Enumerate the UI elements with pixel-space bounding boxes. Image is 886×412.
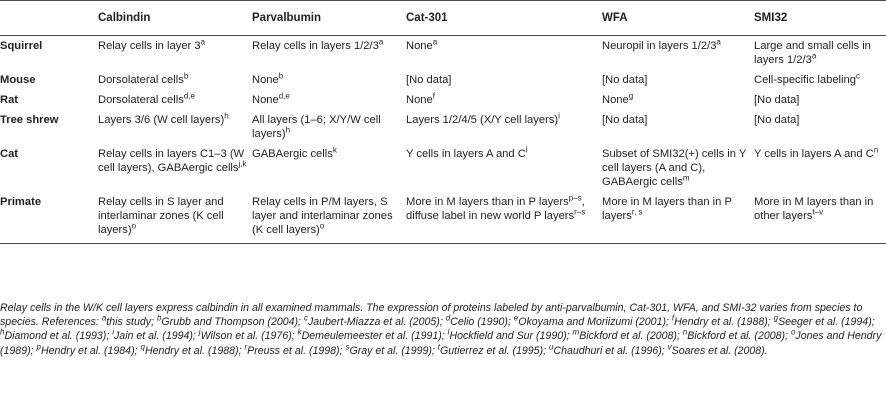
caption-superscript: b <box>156 313 162 323</box>
cell-text: Dorsolateral cells <box>98 94 184 106</box>
cell-superscript: a <box>378 37 384 47</box>
caption-text: Hendry et al. (1988); <box>674 316 774 329</box>
header-species <box>0 1 98 36</box>
cell-text: None <box>406 94 433 106</box>
header-cat301: Cat-301 <box>406 1 602 36</box>
caption-text: Okoyama and Moriizumi (2001); <box>518 316 672 329</box>
caption-text: Jaubert-Miazza et al. (2005); <box>307 316 446 329</box>
table-row <box>0 70 886 90</box>
table-row <box>0 144 886 192</box>
cell-text: [No data] <box>602 114 648 126</box>
cell-superscript: o <box>319 221 325 231</box>
cell-text: All layers (1–6; X/Y/W cell layers) <box>252 114 381 140</box>
table-caption <box>0 301 886 358</box>
cell-superscript: h <box>224 111 229 121</box>
cell-superscript: l <box>525 145 528 155</box>
species-label: Squirrel <box>0 40 43 52</box>
species-label: Primate <box>0 192 98 244</box>
cell-superscript: a <box>811 51 817 61</box>
caption-superscript: s <box>345 342 350 352</box>
cell-superscript: m <box>682 173 690 183</box>
cell-parvalbumin <box>252 192 406 244</box>
cell-parvalbumin <box>252 144 406 192</box>
cell-wfa <box>602 36 754 71</box>
cell-superscript: i <box>558 111 560 121</box>
cell-text: [No data] <box>602 74 648 86</box>
cell-wfa <box>602 70 754 90</box>
cell-text: None <box>252 74 279 86</box>
cell-parvalbumin <box>252 36 406 71</box>
cell-calbindin <box>98 144 252 192</box>
caption-superscript: i <box>112 327 114 337</box>
cell-wfa <box>602 90 754 110</box>
cell-superscript: r, s <box>631 207 643 217</box>
cell-superscript: a <box>716 37 721 47</box>
caption-text: Jain et al. (1994); <box>114 330 199 343</box>
cell-text: [No data] <box>754 94 800 106</box>
caption-superscript: a <box>101 313 107 323</box>
cell-cat301 <box>406 110 602 144</box>
cell-superscript: t–v <box>812 207 824 217</box>
cell-text: Subset of SMI32(+) cells in Y cell layers (A and C), GABAergic cells <box>602 148 747 188</box>
cell-text: [No data] <box>754 114 800 126</box>
caption-text: Gray et al. (1999); <box>349 344 438 357</box>
cell-text: Relay cells in S layer and interlaminar zones (K cell layers) <box>98 196 224 236</box>
cell-text: Y cells in layers A and C <box>754 148 874 160</box>
caption-text: Soares et al. (2008). <box>671 344 768 357</box>
cell-smi32 <box>754 192 886 244</box>
caption-text: Preuss et al. (1998); <box>247 344 346 357</box>
caption-text: Demeulemeester et al. (1991); <box>301 330 448 343</box>
caption-text: Seeger et al. (1994); <box>778 316 875 329</box>
caption-text: Hendry et al. (1988); <box>144 344 245 357</box>
caption-superscript: r <box>244 342 248 352</box>
cell-superscript: d,e <box>183 91 195 101</box>
cell-calbindin <box>98 70 252 90</box>
caption-text: Bickford et al. (2008); <box>687 330 791 343</box>
cell-text: Relay cells in P/M layers, S layer and interlaminar zones (K cell layers) <box>252 196 393 236</box>
caption-superscript: k <box>297 327 302 337</box>
caption-superscript: c <box>303 313 308 323</box>
cell-smi32 <box>754 90 886 110</box>
cell-text: None <box>252 94 279 106</box>
table-row <box>0 36 886 71</box>
caption-superscript: p <box>36 342 41 352</box>
cell-text: GABAergic cells <box>252 148 333 160</box>
caption-superscript: n <box>682 327 688 337</box>
table-row <box>0 90 886 110</box>
cell-smi32 <box>754 110 886 144</box>
caption-text: Gutierrez et al. (1995); <box>440 344 549 357</box>
cell-parvalbumin <box>252 70 406 90</box>
species-label: Rat <box>0 94 19 106</box>
cell-smi32 <box>754 144 886 192</box>
cell-calbindin <box>98 110 252 144</box>
species-label: Mouse <box>0 74 36 86</box>
table-row <box>0 192 886 244</box>
header-wfa: WFA <box>602 1 754 36</box>
cell-superscript: o <box>131 221 137 231</box>
caption-text: Wilson et al. (1976); <box>200 330 298 343</box>
caption-text: Hendry et al. (1984); <box>40 344 141 357</box>
caption-superscript: d <box>445 313 451 323</box>
caption-superscript: u <box>548 342 554 352</box>
cell-superscript: g <box>628 91 634 101</box>
cell-text: Dorsolateral cells <box>98 74 184 86</box>
caption-text: Grubb and Thompson (2004); <box>161 316 304 329</box>
caption-text: Chaudhuri et al. (1996); <box>553 344 668 357</box>
cell-text: Large and small cells in layers 1/2/3 <box>754 40 871 66</box>
cell-text: Cell-specific labeling <box>754 74 856 86</box>
cell-superscript: r–s <box>574 207 586 217</box>
cell-cat301 <box>406 192 602 244</box>
cell-superscript: c <box>855 71 860 81</box>
cell-text: Relay cells in layers C1–3 (W cell layers), GABAergic cells <box>98 148 245 174</box>
cell-superscript: j,k <box>238 159 247 169</box>
cell-calbindin <box>98 90 252 110</box>
caption-superscript: t <box>437 342 441 352</box>
cell-superscript: n <box>873 145 879 155</box>
cell-superscript: k <box>332 145 337 155</box>
cell-superscript: b <box>278 71 284 81</box>
cell-text: None <box>406 40 433 52</box>
cell-calbindin <box>98 36 252 71</box>
caption-superscript: v <box>667 342 672 352</box>
header-parvalbumin: Parvalbumin <box>252 1 406 36</box>
header-row <box>0 1 886 36</box>
caption-text: this study; <box>106 316 157 329</box>
caption-superscript: l <box>447 327 450 337</box>
caption-superscript: e <box>513 313 519 323</box>
caption-text: Bickford et al. (2008); <box>579 330 683 343</box>
cell-text: None <box>602 94 629 106</box>
cell-cat301 <box>406 90 602 110</box>
cell-superscript: h <box>285 125 291 135</box>
cell-wfa <box>602 192 754 244</box>
caption-text: Diamond et al. (1993); <box>4 330 113 343</box>
cell-text: More in M layers than in P layers <box>602 196 732 222</box>
cell-smi32 <box>754 70 886 90</box>
caption-superscript: h <box>0 327 5 337</box>
cell-smi32 <box>754 36 886 71</box>
species-label: Tree shrew <box>0 114 59 126</box>
cell-wfa <box>602 144 754 192</box>
cell-text: Layers 3/6 (W cell layers) <box>98 114 225 126</box>
table-row <box>0 110 886 144</box>
caption-superscript: m <box>572 327 580 337</box>
cell-text: Layers 1/2/4/5 (X/Y cell layers) <box>406 114 559 126</box>
cell-wfa <box>602 110 754 144</box>
cell-superscript: p–s <box>568 193 582 203</box>
cell-text: Neuropil in layers 1/2/3 <box>602 40 717 52</box>
caption-text: Jones and Hendry (1989); <box>0 330 882 357</box>
cell-parvalbumin <box>252 90 406 110</box>
cell-superscript: b <box>183 71 189 81</box>
header-smi32: SMI32 <box>754 1 886 36</box>
caption-superscript: j <box>198 327 201 337</box>
cell-cat301 <box>406 36 602 71</box>
caption-text: Relay cells in the W/K cell layers express calbindin in all examined mammals. The expression of proteins labeled by anti-parvalbumin, Cat-301, WFA, and SMI-32 varies from species to species. References: <box>0 302 863 329</box>
cell-text: Relay cells in layers 1/2/3 <box>252 40 379 52</box>
caption-text: Hockfield and Sur (1990); <box>449 330 573 343</box>
cell-text: More in M layers than in other layers <box>754 196 874 222</box>
cell-parvalbumin <box>252 110 406 144</box>
caption-superscript: g <box>773 313 779 323</box>
caption-superscript: f <box>671 313 675 323</box>
cell-superscript: d,e <box>278 91 290 101</box>
caption-superscript: o <box>790 327 796 337</box>
cell-text: Y cells in layers A and C <box>406 148 526 160</box>
cell-text: More in M layers than in P layers <box>406 196 569 208</box>
cell-superscript: f <box>432 91 435 101</box>
cell-superscript: a <box>200 37 206 47</box>
species-label: Cat <box>0 148 19 160</box>
cell-cat301 <box>406 70 602 90</box>
cell-text: Relay cells in layer 3 <box>98 40 201 52</box>
cell-cat301 <box>406 144 602 192</box>
cell-text: , diffuse label in new world P layers <box>406 196 585 222</box>
cell-superscript: a <box>432 37 438 47</box>
header-calbindin: Calbindin <box>98 1 252 36</box>
table-body <box>0 36 886 244</box>
cell-text: [No data] <box>406 74 452 86</box>
caption-text: Celio (1990); <box>450 316 514 329</box>
caption-superscript: q <box>140 342 145 352</box>
cell-calbindin <box>98 192 252 244</box>
